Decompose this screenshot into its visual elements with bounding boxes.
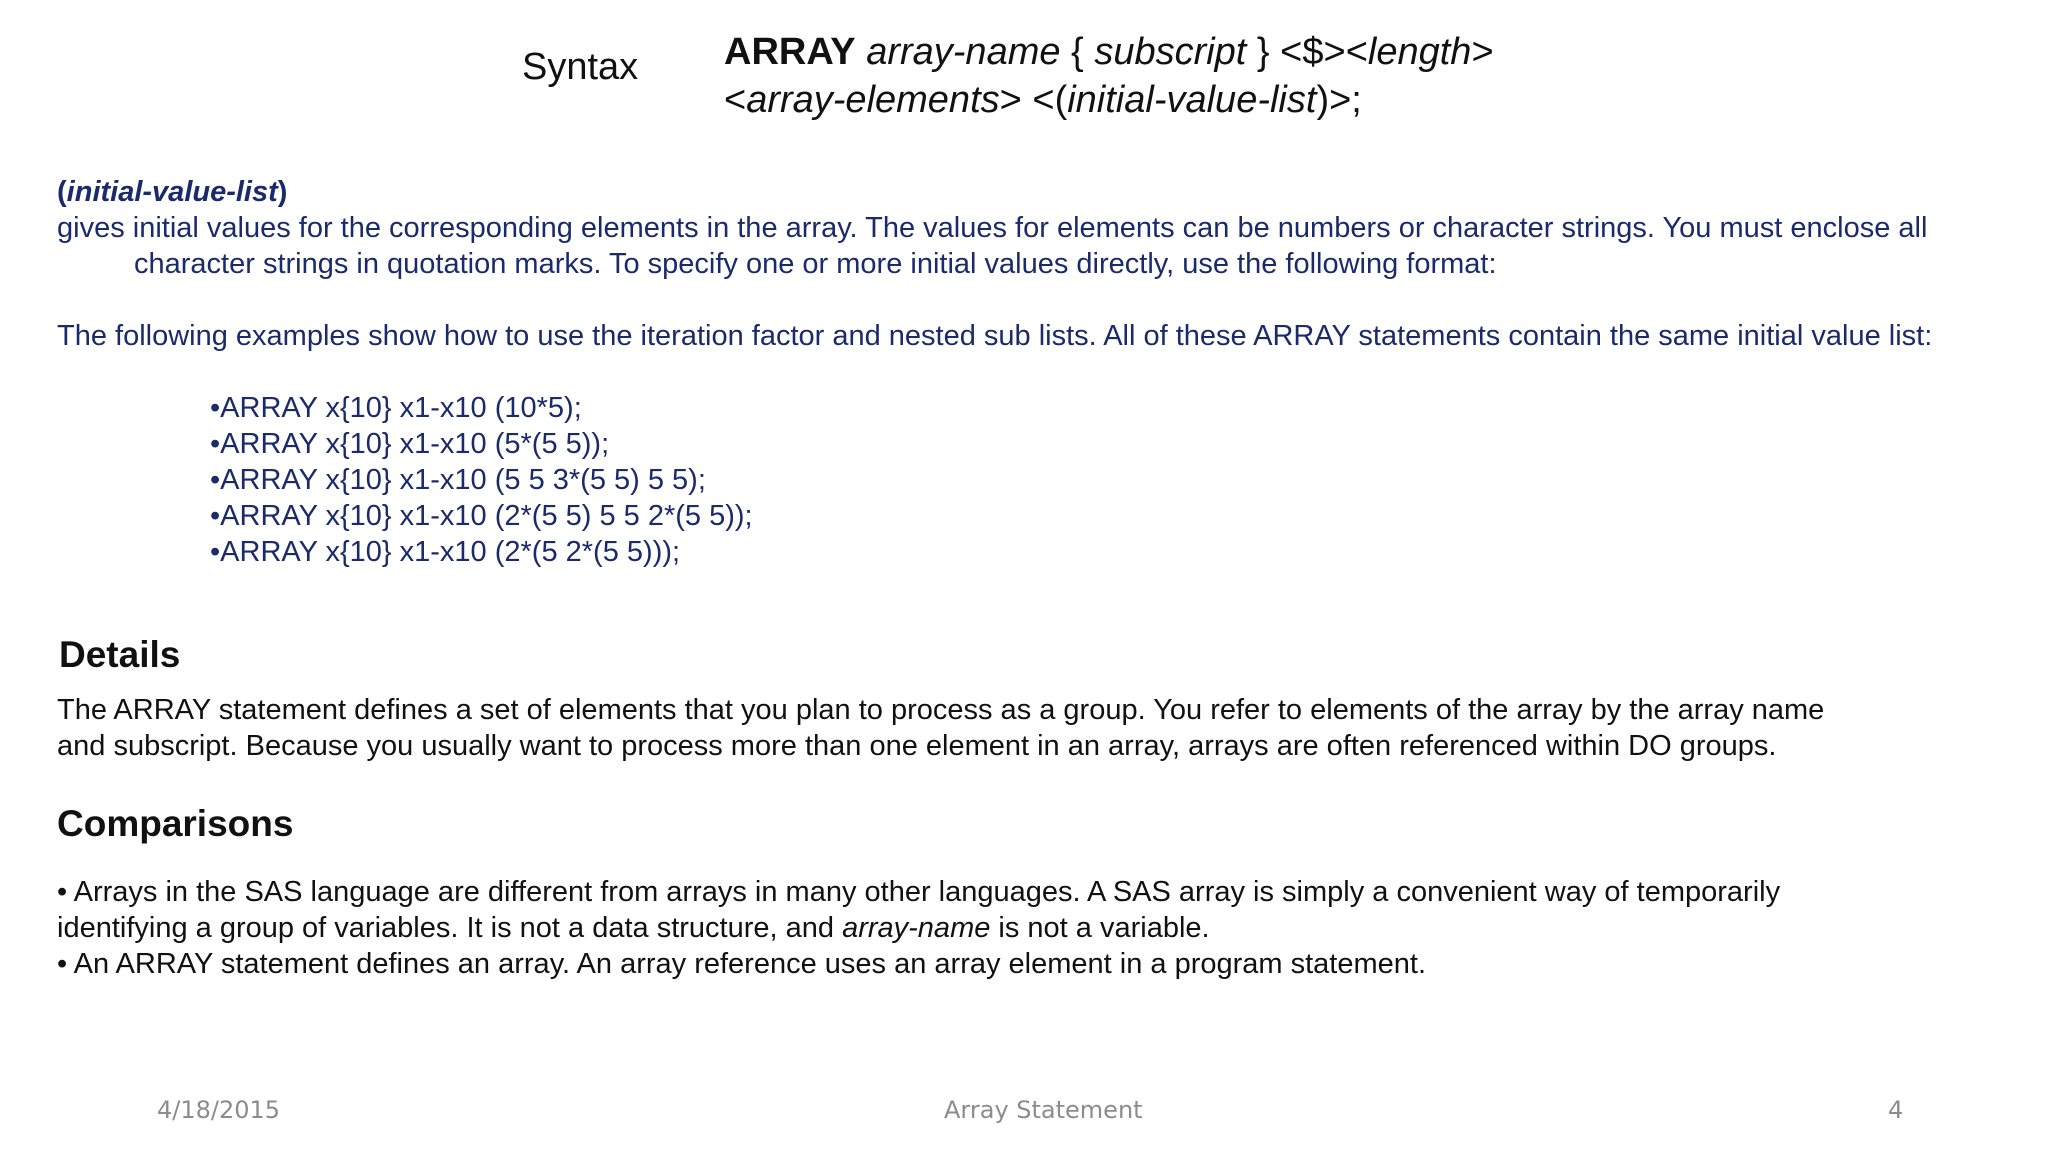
- example-item: •ARRAY x{10} x1-x10 (5 5 3*(5 5) 5 5);: [210, 464, 706, 496]
- footer-page-number: 4: [1888, 1096, 1904, 1124]
- footer-date: 4/18/2015: [157, 1096, 281, 1124]
- ivl-term: initial-value-list: [66, 176, 278, 208]
- initial-value-list-section: [57, 174, 2017, 570]
- syntax-label: Syntax: [522, 46, 639, 88]
- example-item: •ARRAY x{10} x1-x10 (2*(5 5) 5 5 2*(5 5));: [210, 500, 753, 532]
- comparison-list: [57, 874, 1957, 982]
- syntax-close: )>;: [1316, 79, 1362, 121]
- syntax-initial-value-list: initial-value-list: [1067, 79, 1317, 121]
- comparison-item-1-line-2: identifying a group of variables. It is not a data structure, and array-name is not a variable.: [57, 912, 1210, 944]
- syntax-line-1: [724, 28, 1494, 76]
- syntax-keyword: ARRAY: [724, 31, 856, 73]
- ivl-term-heading: (initial-value-list): [57, 176, 288, 208]
- ivl-examples-intro: The following examples show how to use the iteration factor and nested sub lists. All of these ARRAY statements contain the same initial value list:: [57, 320, 1933, 352]
- ivl-description: gives initial values for the corresponding elements in the array. The values for elements can be numbers or character strings. You must enclose all character strings in quotation marks. To specify one or more initial values directly, use the following format:: [57, 212, 1928, 280]
- example-list: [210, 390, 2017, 570]
- syntax-length: length: [1367, 31, 1472, 73]
- footer-title: Array Statement: [944, 1096, 1143, 1124]
- syntax-open: > <(: [999, 79, 1068, 121]
- details-text: [57, 692, 1957, 764]
- array-name-em: array-name: [842, 912, 991, 944]
- syntax-array-elements: array-elements: [746, 79, 1000, 121]
- details-heading: Details: [59, 634, 181, 675]
- comparisons-heading: Comparisons: [57, 803, 294, 844]
- syntax-subscript: subscript: [1094, 31, 1247, 73]
- syntax-lt: <: [724, 79, 747, 121]
- syntax-statement: [724, 28, 1494, 124]
- example-item: •ARRAY x{10} x1-x10 (2*(5 2*(5 5)));: [210, 536, 681, 568]
- details-line-2: and subscript. Because you usually want to process more than one element in an array, arrays are often referenced within DO groups.: [57, 730, 1777, 762]
- comparison-item-1: [57, 874, 1957, 946]
- syntax-line-2: [724, 76, 1494, 124]
- example-item: •ARRAY x{10} x1-x10 (5*(5 5));: [210, 428, 610, 460]
- syntax-gt: >: [1471, 31, 1494, 73]
- example-item: •ARRAY x{10} x1-x10 (10*5);: [210, 392, 582, 424]
- details-line-1: The ARRAY statement defines a set of elements that you plan to process as a group. You refer to elements of the array by the array name: [57, 694, 1825, 726]
- comparison-item-1-line-1: • Arrays in the SAS language are different from arrays in many other languages. A SAS array is simply a convenient way of temporarily: [57, 876, 1781, 908]
- syntax-brace-open: {: [1060, 31, 1095, 73]
- syntax-brace-close: } <$><: [1246, 31, 1368, 73]
- comparison-item-2: • An ARRAY statement defines an array. An array reference uses an array element in a program statement.: [57, 948, 1427, 980]
- syntax-array-name: array-name: [866, 31, 1061, 73]
